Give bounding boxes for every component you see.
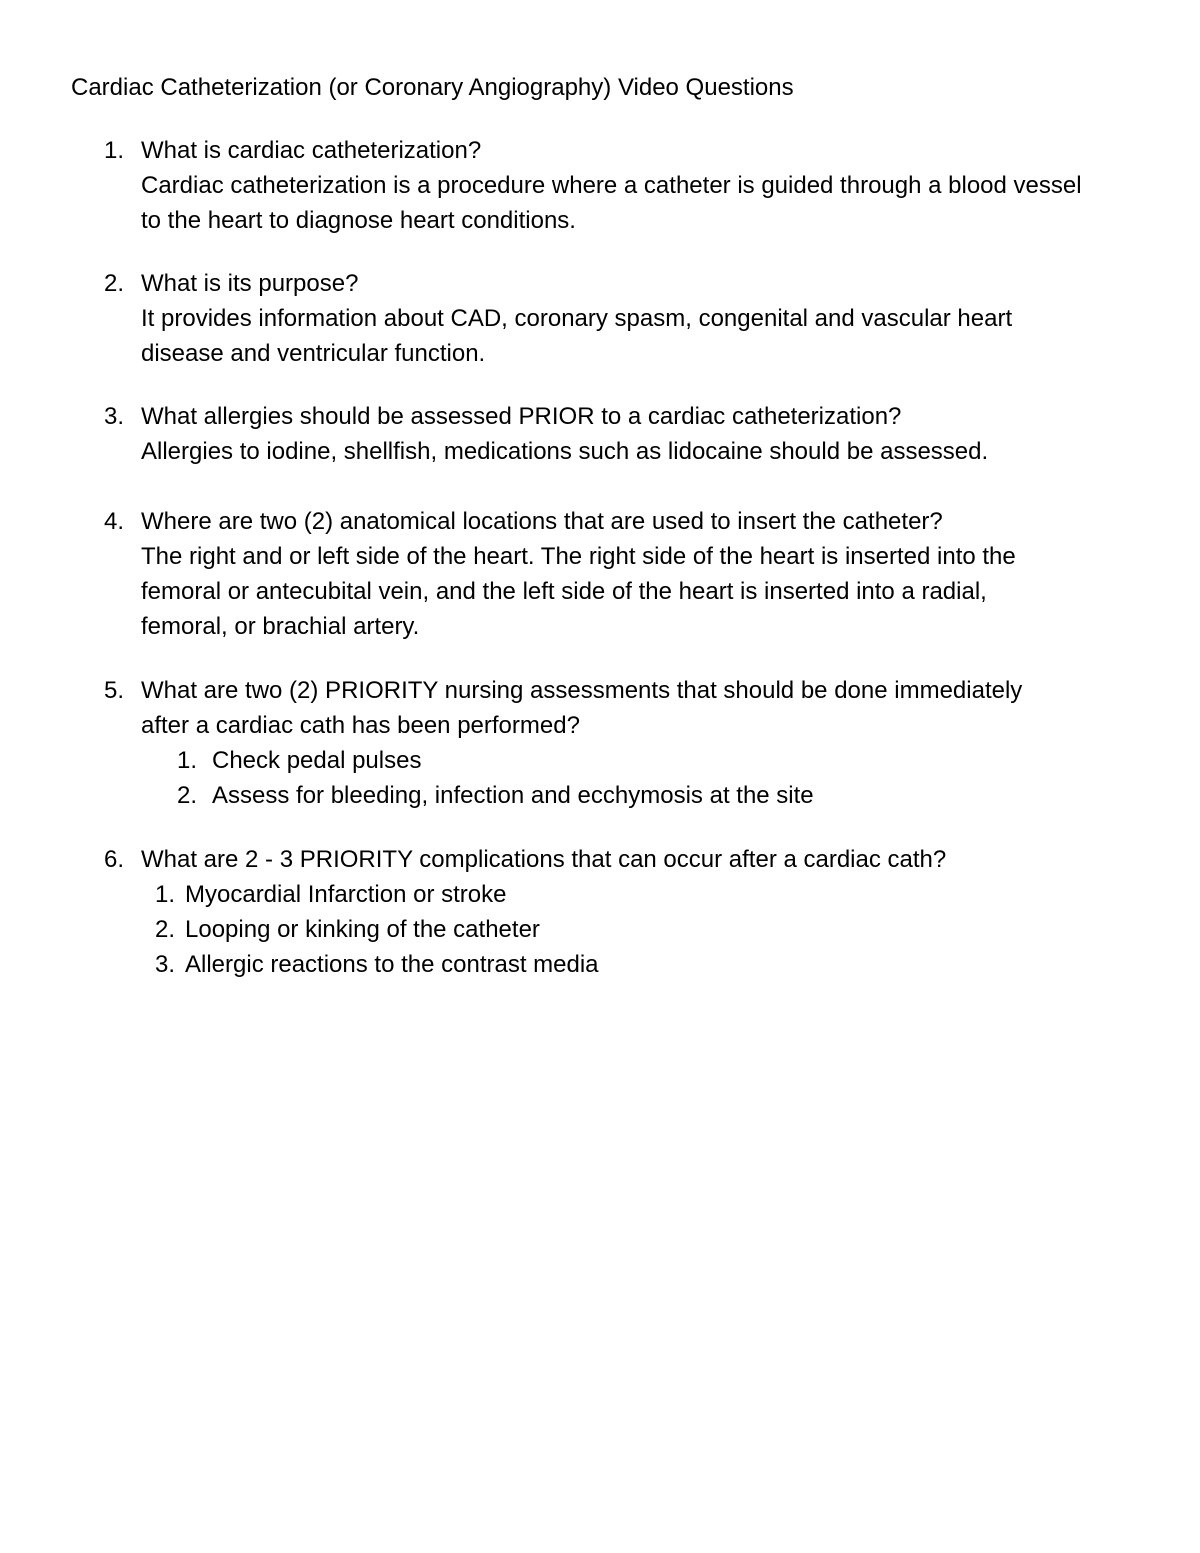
question-text: after a cardiac cath has been performed? xyxy=(141,712,580,739)
question-number: 2. xyxy=(104,270,125,297)
list-item xyxy=(177,778,1194,813)
question-body xyxy=(141,399,1194,469)
question-number: 5. xyxy=(104,677,125,704)
list-item-text: Assess for bleeding, infection and ecchymosis at the site xyxy=(212,782,814,809)
complication-list xyxy=(155,877,1194,982)
list-item-number: 2. xyxy=(155,916,176,943)
answer-line: to the heart to diagnose heart conditions. xyxy=(141,207,576,234)
list-item-number: 1. xyxy=(155,881,176,908)
document-title: Cardiac Catheterization (or Coronary Angiography) Video Questions xyxy=(71,74,794,101)
question-body xyxy=(141,842,1194,877)
list-item-text: Check pedal pulses xyxy=(212,747,422,774)
list-item-number: 1. xyxy=(177,747,198,774)
list-item-text: Looping or kinking of the catheter xyxy=(185,916,540,943)
question-text: What allergies should be assessed PRIOR to a cardiac catheterization? xyxy=(141,403,902,430)
question-3 xyxy=(104,399,1194,469)
question-text: What is its purpose? xyxy=(141,270,359,297)
question-4 xyxy=(104,504,1194,644)
question-text: What are 2 - 3 PRIORITY complications that can occur after a cardiac cath? xyxy=(141,846,947,873)
question-number: 4. xyxy=(104,508,125,535)
list-item xyxy=(155,912,1194,947)
list-item-number: 3. xyxy=(155,951,176,978)
question-6 xyxy=(104,842,1194,982)
list-item xyxy=(155,877,1194,912)
question-text: Where are two (2) anatomical locations that are used to insert the catheter? xyxy=(141,508,943,535)
question-1 xyxy=(104,133,1194,238)
question-text: What are two (2) PRIORITY nursing assessments that should be done immediately xyxy=(141,677,1023,704)
list-item-text: Allergic reactions to the contrast media xyxy=(185,951,599,978)
answer-line: disease and ventricular function. xyxy=(141,340,486,367)
list-item xyxy=(155,947,1194,982)
question-body xyxy=(141,673,1194,743)
question-body xyxy=(141,504,1194,644)
answer-line: femoral or antecubital vein, and the left side of the heart is inserted into a radial, xyxy=(141,578,987,605)
answer-line: femoral, or brachial artery. xyxy=(141,613,420,640)
list-item xyxy=(177,743,1194,778)
question-5 xyxy=(104,673,1194,813)
answer-line: Cardiac catheterization is a procedure where a catheter is guided through a blood vessel xyxy=(141,172,1082,199)
answer-line: Allergies to iodine, shellfish, medications such as lidocaine should be assessed. xyxy=(141,438,989,465)
question-number: 3. xyxy=(104,403,125,430)
list-item-text: Myocardial Infarction or stroke xyxy=(185,881,507,908)
question-text: What is cardiac catheterization? xyxy=(141,137,482,164)
question-number: 6. xyxy=(104,846,125,873)
question-number: 1. xyxy=(104,137,125,164)
question-body xyxy=(141,266,1194,371)
question-2 xyxy=(104,266,1194,371)
question-body xyxy=(141,133,1194,238)
assessment-list xyxy=(177,743,1194,813)
list-item-number: 2. xyxy=(177,782,198,809)
answer-line: The right and or left side of the heart. The right side of the heart is inserted into the xyxy=(141,543,1016,570)
answer-line: It provides information about CAD, coronary spasm, congenital and vascular heart xyxy=(141,305,1013,332)
